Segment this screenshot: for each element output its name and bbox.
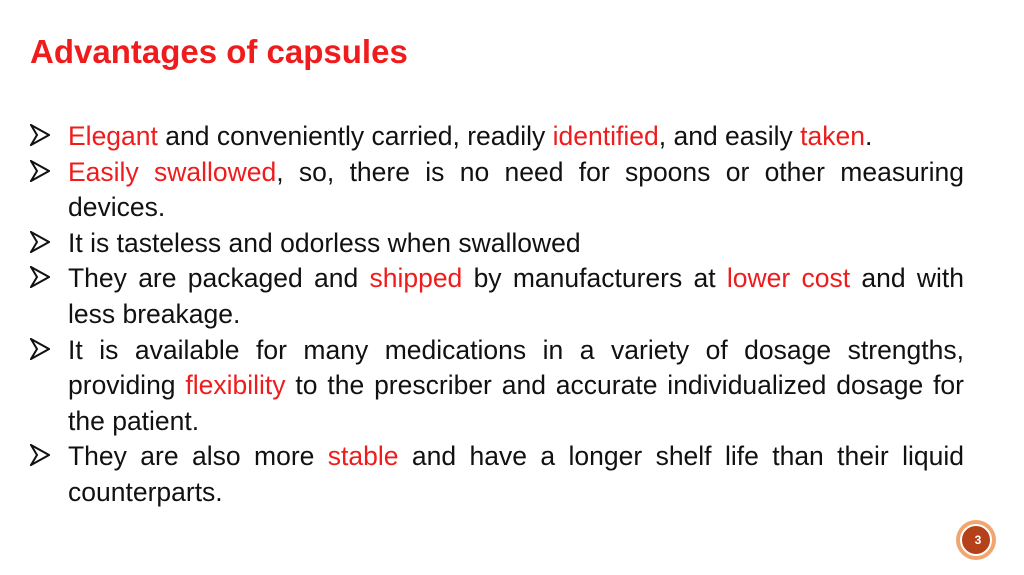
highlighted-text: Elegant [68,121,158,151]
highlighted-text: flexibility [185,370,286,401]
bullet-item [30,261,964,332]
bullet-item [30,226,964,262]
slide-title: Advantages of capsules [30,33,408,70]
highlighted-text: stable [327,441,399,472]
bullet-text: . [865,121,873,151]
arrow-bullet-icon [30,444,50,466]
highlighted-text: shipped [369,263,463,294]
arrow-bullet-icon [30,160,50,182]
bullet-text: and conveniently carried, readily [157,121,553,151]
highlighted-text: taken [800,121,865,151]
page-number: 3 [974,533,982,547]
arrow-bullet-icon [30,266,50,288]
bullet-item [30,333,964,440]
bullet-item [30,119,964,155]
arrow-bullet-icon [30,124,50,146]
highlighted-text: Easily swallowed [68,156,277,187]
bullet-text: , so, there is no need for spoons or other measuring devices. [68,156,964,223]
bullet-text: , and easily [658,121,801,151]
bullet-text: It is available for many medications in a variety of dosage strengths, providing [68,334,964,401]
bullet-text: to the prescriber and accurate individualized dosage for the patient. [68,370,964,436]
bullet-text: and with less breakage. [68,263,964,329]
arrow-bullet-icon [30,231,50,253]
arrow-bullet-icon [30,338,50,360]
highlighted-text: identified [552,121,659,151]
page-number-badge [956,520,996,560]
bullet-list [30,119,964,511]
bullet-item [30,439,964,510]
bullet-text: It is tasteless and odorless when swallowed [68,227,581,258]
highlighted-text: lower cost [726,263,851,294]
bullet-item [30,155,964,226]
bullet-text: They are also more [68,441,328,472]
page-number-circle [960,524,992,556]
bullet-text: and have a longer shelf life than their liquid counterparts. [68,441,965,507]
bullet-text: They are packaged and [68,263,370,294]
bullet-text: by manufacturers at [462,263,727,294]
